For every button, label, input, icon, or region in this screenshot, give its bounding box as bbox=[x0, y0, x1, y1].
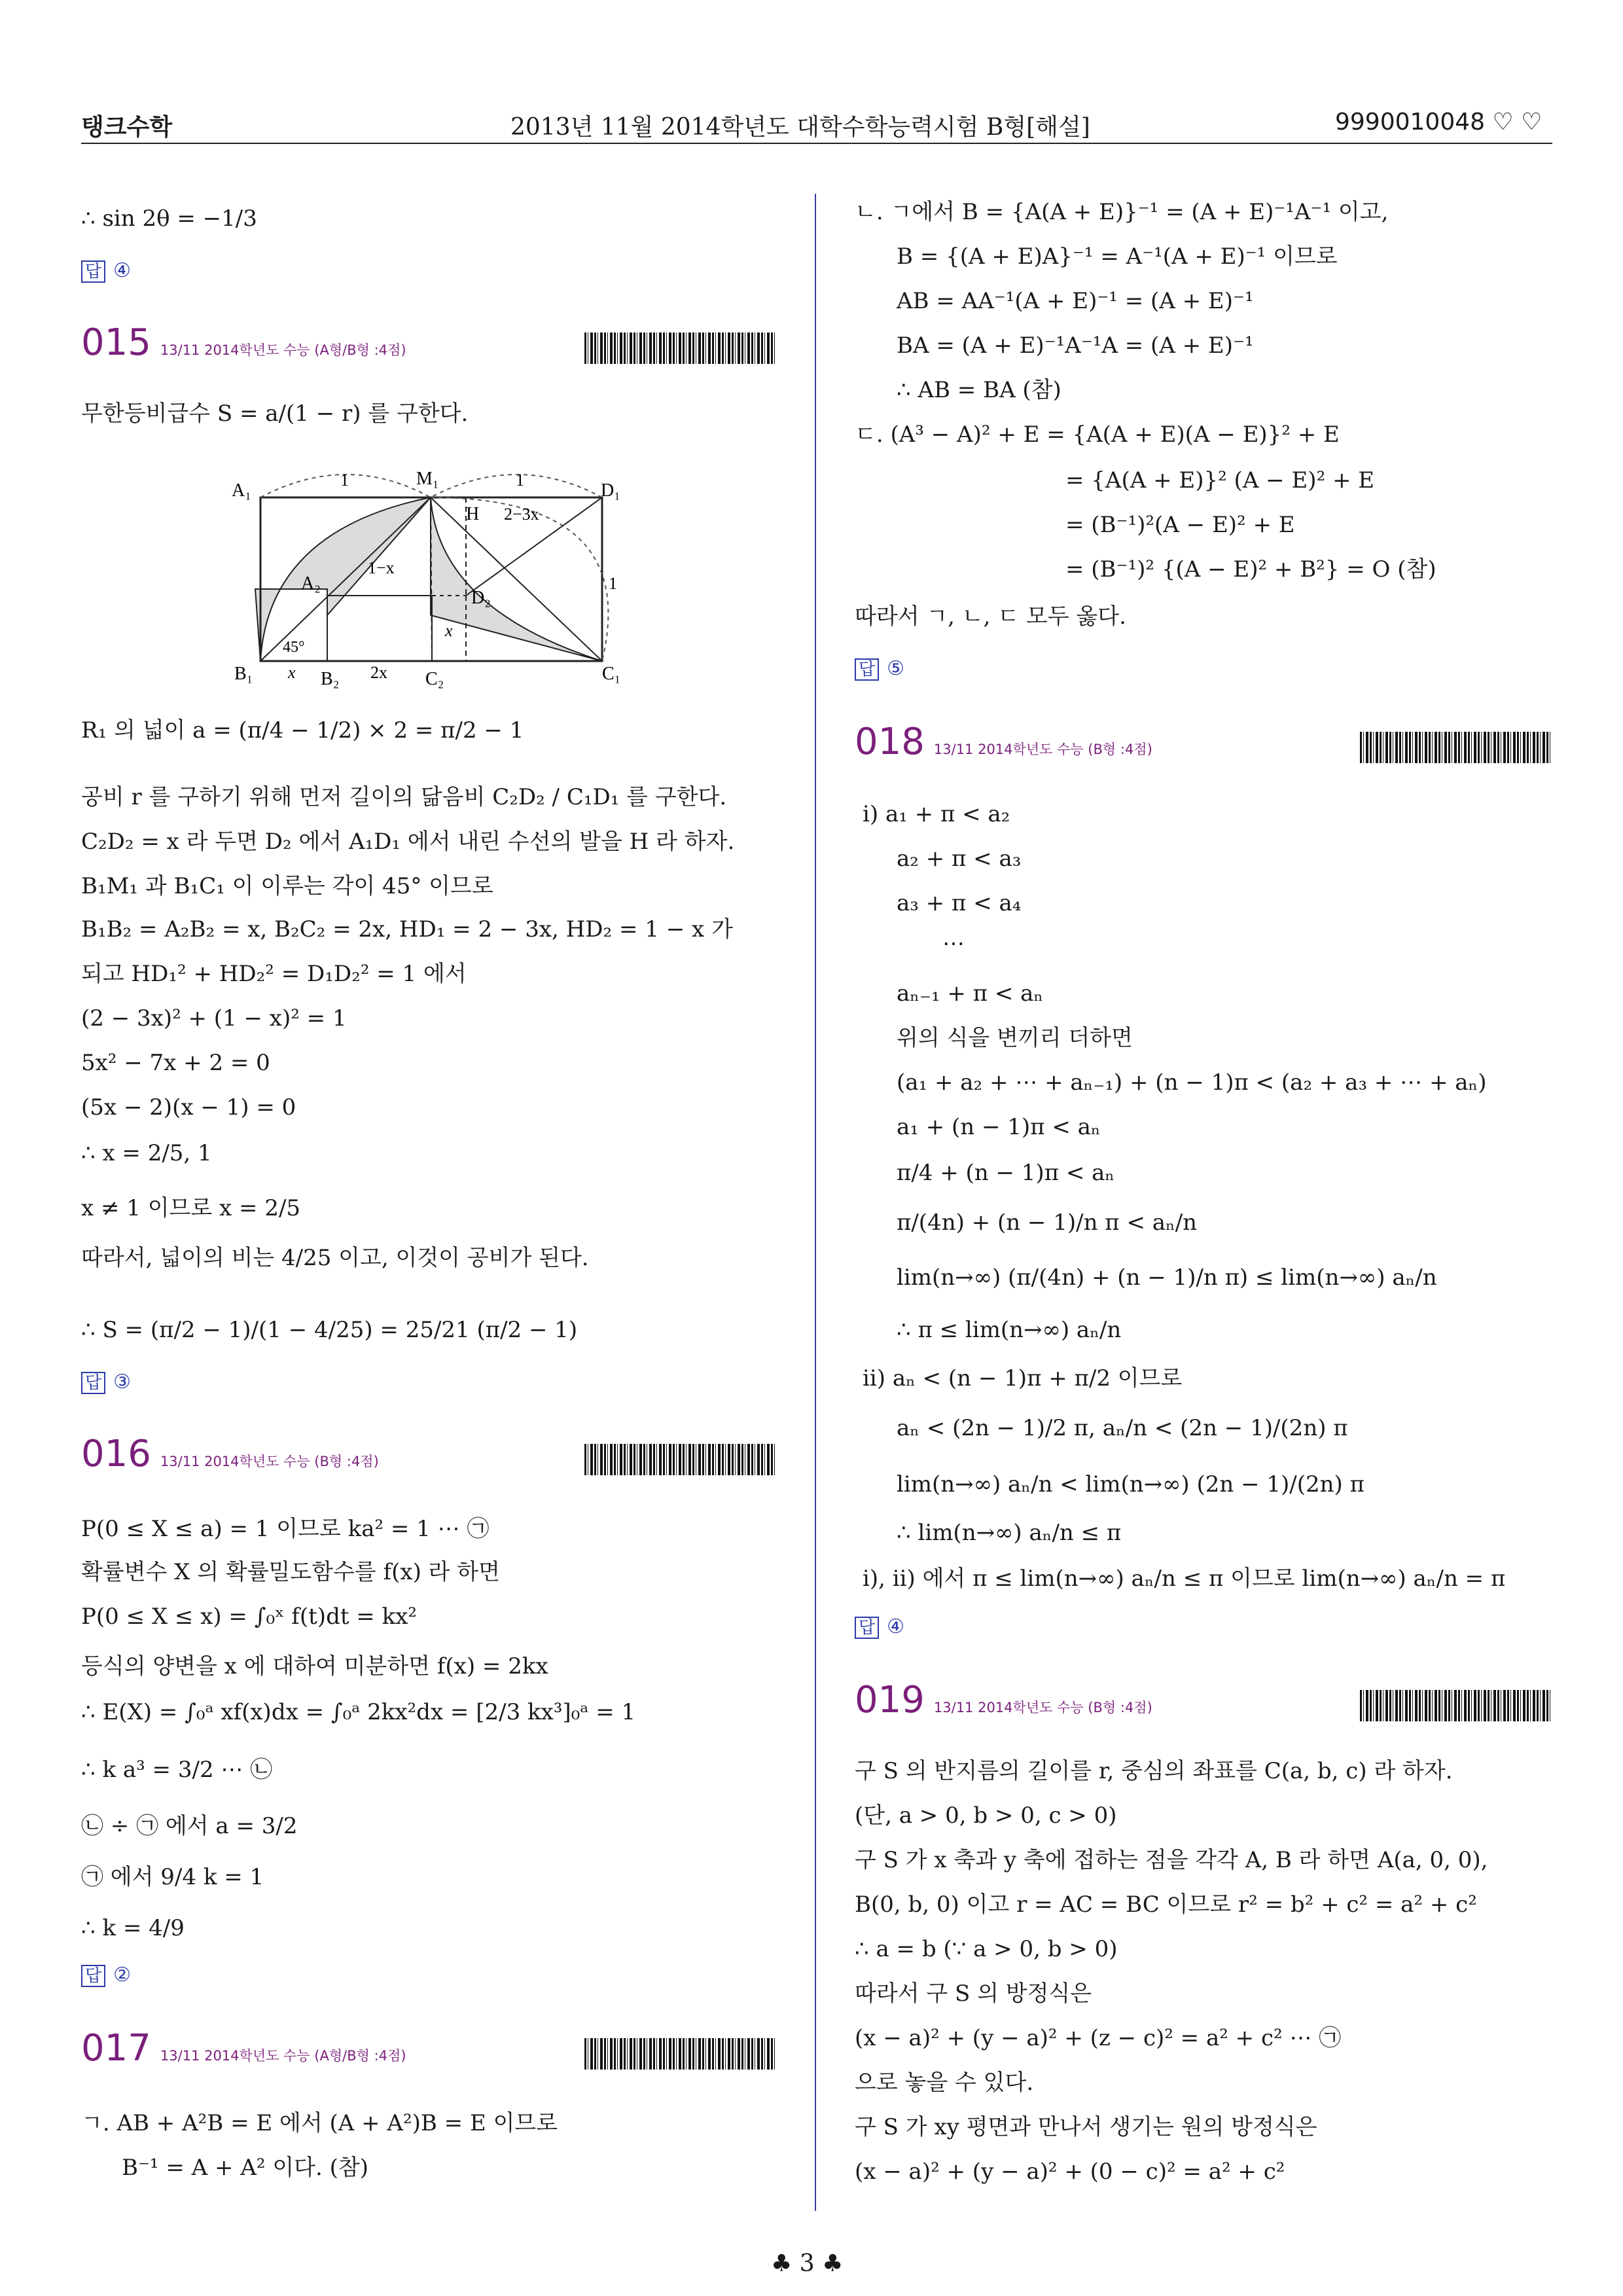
prev-answer: 답 ④ bbox=[81, 257, 131, 285]
barcode bbox=[584, 2038, 776, 2070]
q017-line-0: ㄱ. AB + A²B = E 에서 (A + A²)B = E 이므로 bbox=[81, 2110, 558, 2136]
q015-line-2: 공비 r 를 구하기 위해 먼저 길이의 닮음비 C₂D₂ / C₁D₁ 를 구한다. bbox=[81, 784, 727, 810]
q018-line-5: 위의 식을 변끼리 더하면 bbox=[897, 1025, 1133, 1051]
q018-line-6: (a₁ + a₂ + ⋯ + aₙ₋₁) + (n − 1)π < (a₂ + a₃ + ⋯ + aₙ) bbox=[897, 1069, 1487, 1096]
question-tag: 13/11 2014학년도 수능 (A형/B형 :4점) bbox=[160, 2048, 406, 2064]
question-number: 019 bbox=[855, 1679, 925, 1721]
q018-line-12: ⅱ) aₙ < (n − 1)π + π/2 이므로 bbox=[863, 1365, 1183, 1391]
q016-line-5: ∴ k a³ = 3/2 ⋯ ㉡ bbox=[81, 1757, 273, 1783]
label-H: H bbox=[466, 504, 480, 524]
q018-line-11: ∴ π ≤ lim(n→∞) aₙ/n bbox=[897, 1317, 1122, 1343]
header-title: 2013년 11월 2014학년도 대학수학능력시험 B형[해설] bbox=[510, 114, 1090, 141]
q017-cont-line-1: B = {(A + E)A}⁻¹ = A⁻¹(A + E)⁻¹ 이므로 bbox=[897, 243, 1338, 270]
barcode bbox=[1360, 1690, 1551, 1721]
answer-value: ④ bbox=[113, 259, 132, 282]
q018-line-3: ⋯ bbox=[942, 931, 965, 957]
question-number: 018 bbox=[855, 721, 925, 763]
q015-line-3: C₂D₂ = x 라 두면 D₂ 에서 A₁D₁ 에서 내린 수선의 발을 H 라 하자. bbox=[81, 829, 735, 855]
q018-line-9: π/(4n) + (n − 1)/n π < aₙ/n bbox=[897, 1210, 1198, 1236]
header-left: 탱크수학 bbox=[81, 114, 173, 141]
q016-line-6: ㉡ ÷ ㉠ 에서 a = 3/2 bbox=[81, 1813, 298, 1839]
label-M1: M₁ bbox=[416, 469, 439, 489]
length-x-base: x bbox=[288, 663, 296, 682]
q017-line-1: B⁻¹ = A + A² 이다. (참) bbox=[122, 2155, 368, 2181]
q016-line-1: 확률변수 X 의 확률밀도함수를 f(x) 라 하면 bbox=[81, 1559, 500, 1585]
q018-line-13: aₙ < (2n − 1)/2 π, aₙ/n < (2n − 1)/(2n) π bbox=[897, 1415, 1348, 1441]
q017-cont-line-7: = (B⁻¹)²(A − E)² + E bbox=[1065, 512, 1295, 538]
q015-answer: 답 ③ bbox=[81, 1368, 131, 1397]
inner-rectangle bbox=[327, 596, 432, 661]
q019-line-8: 구 S 가 xy 평면과 만나서 생기는 원의 방정식은 bbox=[855, 2114, 1317, 2140]
label-D1: D₁ bbox=[601, 480, 620, 501]
q018-line-1: a₂ + π < a₃ bbox=[897, 846, 1022, 872]
q015-line-11: x ≠ 1 이므로 x = 2/5 bbox=[81, 1195, 301, 1221]
q018-answer: 답 ④ bbox=[855, 1613, 904, 1641]
q015-line-9: (5x − 2)(x − 1) = 0 bbox=[81, 1094, 296, 1121]
barcode bbox=[584, 1444, 776, 1475]
q016-answer: 답 ② bbox=[81, 1961, 131, 1990]
q015-line-1: R₁ 의 넓이 a = (π/4 − 1/2) × 2 = π/2 − 1 bbox=[81, 717, 524, 744]
q015-line-13: ∴ S = (π/2 − 1)/(1 − 4/25) = 25/21 (π/2 − 1) bbox=[81, 1317, 578, 1343]
q015-line-7: (2 − 3x)² + (1 − x)² = 1 bbox=[81, 1005, 347, 1031]
q016-line-3: 등식의 양변을 x 에 대하여 미분하면 f(x) = 2kx bbox=[81, 1653, 548, 1679]
q017-cont-line-5: ㄷ. (A³ − A)² + E = {A(A + E)(A − E)}² + E bbox=[855, 422, 1340, 448]
q018-line-14: lim(n→∞) aₙ/n < lim(n→∞) (2n − 1)/(2n) π bbox=[897, 1471, 1364, 1498]
q016-line-4: ∴ E(X) = ∫₀ᵃ xf(x)dx = ∫₀ᵃ 2kx²dx = [2/3 kx³]₀ᵃ = 1 bbox=[81, 1699, 636, 1725]
question-tag: 13/11 2014학년도 수능 (B형 :4점) bbox=[933, 1700, 1152, 1715]
answer-value: ⑤ bbox=[887, 657, 905, 680]
q015-heading bbox=[81, 321, 406, 365]
prev-conclusion: ∴ sin 2θ = −1/3 bbox=[81, 206, 257, 232]
q017-cont-line-4: ∴ AB = BA (참) bbox=[897, 377, 1061, 403]
q019-heading bbox=[855, 1679, 1152, 1722]
q019-line-1: (단, a > 0, b > 0, c > 0) bbox=[855, 1803, 1117, 1829]
question-tag: 13/11 2014학년도 수능 (A형/B형 :4점) bbox=[160, 342, 406, 358]
q016-line-7: ㉠ 에서 9/4 k = 1 bbox=[81, 1864, 264, 1890]
label-C2: C₂ bbox=[425, 669, 444, 689]
q018-line-8: π/4 + (n − 1)π < aₙ bbox=[897, 1160, 1115, 1186]
length-right-side: 1 bbox=[609, 574, 617, 593]
q018-line-10: lim(n→∞) (π/(4n) + (n − 1)/n π) ≤ lim(n→∞) aₙ/n bbox=[897, 1265, 1437, 1291]
length-top-left: 1 bbox=[340, 471, 349, 490]
q019-line-9: (x − a)² + (y − a)² + (0 − c)² = a² + c² bbox=[855, 2159, 1285, 2185]
q017-cont-line-3: BA = (A + E)⁻¹A⁻¹A = (A + E)⁻¹ bbox=[897, 332, 1254, 359]
header-rule bbox=[81, 143, 1552, 144]
q015-line-5: B₁B₂ = A₂B₂ = x, B₂C₂ = 2x, HD₁ = 2 − 3x, HD₂ = 1 − x 가 bbox=[81, 916, 733, 942]
q016-line-0: P(0 ≤ X ≤ a) = 1 이므로 ka² = 1 ⋯ ㉠ bbox=[81, 1516, 490, 1542]
angle-45: 45° bbox=[283, 639, 305, 656]
question-tag: 13/11 2014학년도 수능 (B형 :4점) bbox=[160, 1454, 379, 1469]
answer-value: ② bbox=[113, 1964, 132, 1986]
label-B2: B₂ bbox=[321, 669, 340, 689]
q018-line-2: a₃ + π < a₄ bbox=[897, 890, 1022, 916]
barcode bbox=[584, 332, 776, 364]
q016-line-8: ∴ k = 4/9 bbox=[81, 1915, 185, 1941]
question-number: 015 bbox=[81, 321, 151, 364]
q015-line-4: B₁M₁ 과 B₁C₁ 이 이루는 각이 45° 이므로 bbox=[81, 873, 493, 899]
q018-line-7: a₁ + (n − 1)π < aₙ bbox=[897, 1114, 1101, 1140]
q019-line-7: 으로 놓을 수 있다. bbox=[855, 2070, 1034, 2096]
q017-cont-line-6: = {A(A + E)}² (A − E)² + E bbox=[1065, 467, 1375, 493]
column-divider bbox=[815, 194, 816, 2211]
q017-cont-line-0: ㄴ. ㄱ에서 B = {A(A + E)}⁻¹ = (A + E)⁻¹A⁻¹ 이고, bbox=[855, 199, 1389, 225]
q016-line-2: P(0 ≤ X ≤ x) = ∫₀ˣ f(t)dt = kx² bbox=[81, 1604, 418, 1630]
q018-line-15: ∴ lim(n→∞) aₙ/n ≤ π bbox=[897, 1520, 1122, 1546]
q018-heading bbox=[855, 721, 1152, 764]
q015-line-8: 5x² − 7x + 2 = 0 bbox=[81, 1050, 270, 1076]
length-hd1: 2−3x bbox=[504, 505, 539, 524]
label-A2: A₂ bbox=[301, 573, 321, 594]
q018-line-16: ⅰ), ⅱ) 에서 π ≤ lim(n→∞) aₙ/n ≤ π 이므로 lim(n→∞) aₙ/n = π bbox=[863, 1566, 1506, 1592]
label-B1: B₁ bbox=[234, 664, 253, 684]
length-top-right: 1 bbox=[516, 471, 524, 490]
label-D2: D₂ bbox=[471, 588, 491, 608]
page-number: ♣ 3 ♣ bbox=[771, 2250, 844, 2277]
q017-heading bbox=[81, 2027, 406, 2070]
q019-line-3: B(0, b, 0) 이고 r = AC = BC 이므로 r² = b² + c² = a² + c² bbox=[855, 1892, 1477, 1918]
q017-cont-line-8: = (B⁻¹)² {(A − E)² + B²} = O (참) bbox=[1065, 556, 1436, 583]
q015-line-10: ∴ x = 2/5, 1 bbox=[81, 1140, 212, 1166]
q016-heading bbox=[81, 1433, 379, 1476]
length-1-minus-x: 1−x bbox=[368, 558, 395, 577]
answer-value: ④ bbox=[887, 1615, 905, 1638]
question-number: 016 bbox=[81, 1433, 151, 1475]
answer-value: ③ bbox=[113, 1371, 132, 1393]
label-C1: C₁ bbox=[602, 664, 621, 684]
q015-line-12: 따라서, 넓이의 비는 4/25 이고, 이것이 공비가 된다. bbox=[81, 1245, 589, 1271]
geometry-figure bbox=[223, 458, 641, 694]
q019-line-4: ∴ a = b (∵ a > 0, b > 0) bbox=[855, 1936, 1118, 1962]
question-number: 017 bbox=[81, 2027, 151, 2070]
q018-line-0: ⅰ) a₁ + π < a₂ bbox=[863, 801, 1010, 827]
header-code: 9990010048 ♡ ♡ bbox=[1335, 109, 1543, 135]
q015-line-0: 무한등비급수 S = a/(1 − r) 를 구한다. bbox=[81, 401, 469, 427]
q018-line-4: aₙ₋₁ + π < aₙ bbox=[897, 980, 1044, 1007]
q019-line-5: 따라서 구 S 의 방정식은 bbox=[855, 1981, 1092, 2007]
barcode bbox=[1360, 732, 1551, 763]
q017-answer: 답 ⑤ bbox=[855, 655, 904, 683]
length-2x: 2x bbox=[370, 663, 387, 682]
q019-line-2: 구 S 가 x 축과 y 축에 접하는 점을 각각 A, B 라 하면 A(a, 0, 0), bbox=[855, 1847, 1488, 1873]
q015-line-6: 되고 HD₁² + HD₂² = D₁D₂² = 1 에서 bbox=[81, 961, 467, 987]
q019-line-0: 구 S 의 반지름의 길이를 r, 중심의 좌표를 C(a, b, c) 라 하자. bbox=[855, 1758, 1453, 1784]
q017-cont-line-2: AB = AA⁻¹(A + E)⁻¹ = (A + E)⁻¹ bbox=[897, 288, 1254, 314]
q017-cont-line-9: 따라서 ㄱ, ㄴ, ㄷ 모두 옳다. bbox=[855, 603, 1126, 630]
question-tag: 13/11 2014학년도 수능 (B형 :4점) bbox=[933, 742, 1152, 757]
label-A1: A₁ bbox=[232, 480, 251, 501]
q019-line-6: (x − a)² + (y − a)² + (z − c)² = a² + c² ⋯ ㉠ bbox=[855, 2025, 1342, 2051]
length-x-vertical: x bbox=[445, 621, 453, 640]
